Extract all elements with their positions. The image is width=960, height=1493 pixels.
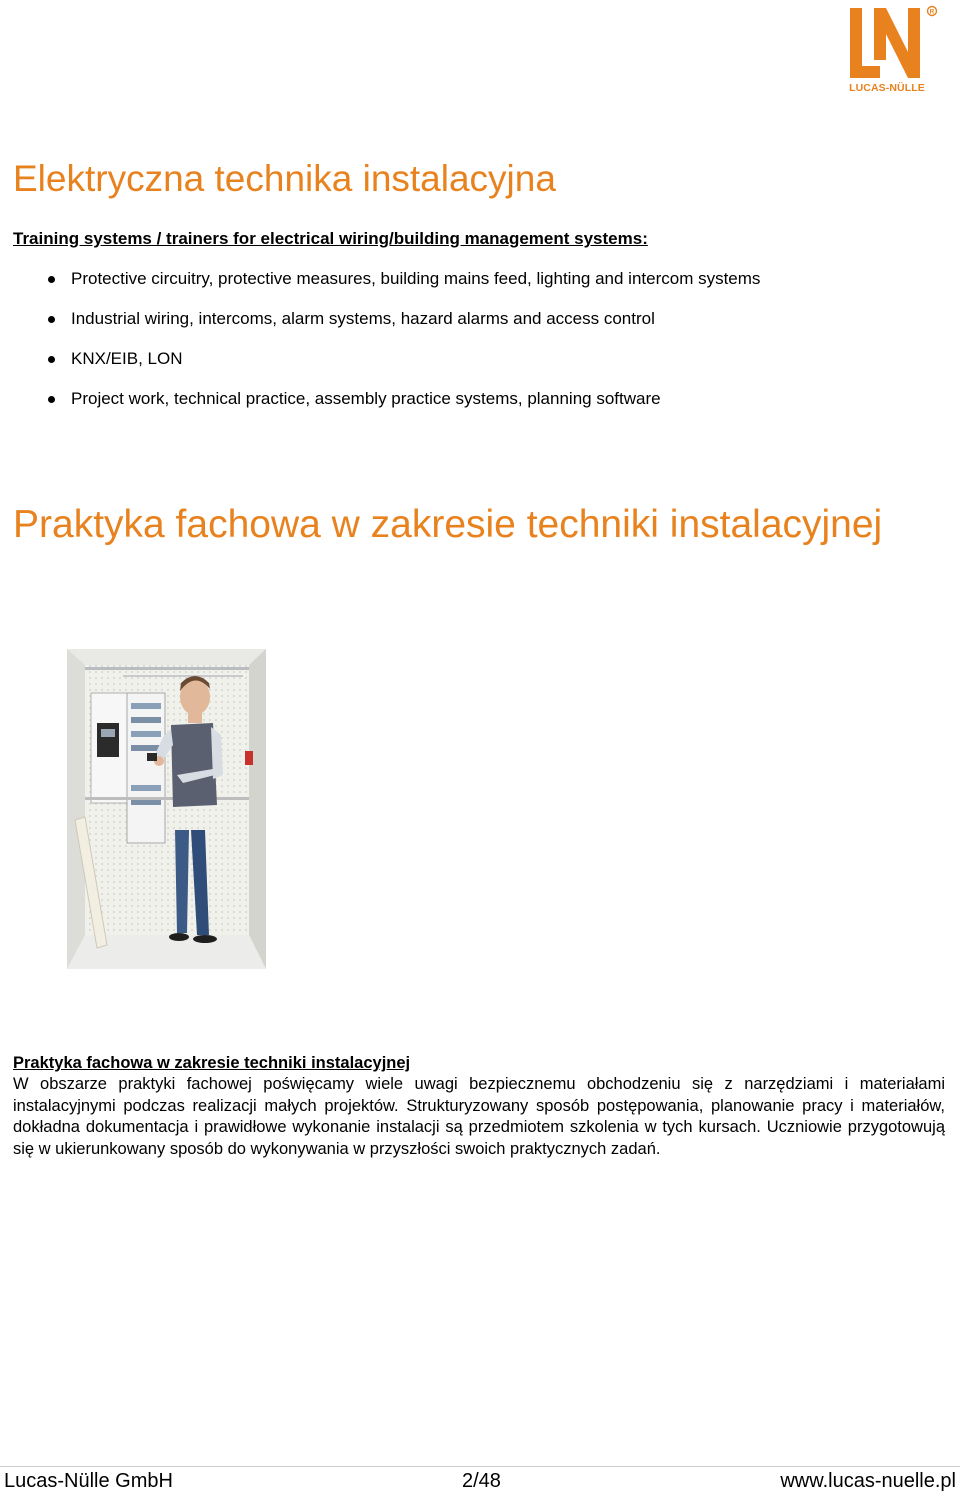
page-title: Elektryczna technika instalacyjna (13, 158, 556, 199)
list-item-text: Protective circuitry, protective measures, building mains feed, lighting and intercom systems (71, 269, 761, 288)
bullet-icon (48, 276, 55, 283)
list-item-text: Project work, technical practice, assembly practice systems, planning software (71, 389, 661, 408)
description-title: Praktyka fachowa w zakresie techniki instalacyjnej (13, 1054, 411, 1072)
bullet-icon (48, 356, 55, 363)
logo-wordmark: LUCAS-NÜLLE (849, 82, 925, 94)
installation-booth-illustration-icon (63, 645, 269, 973)
svg-text:R: R (929, 8, 935, 16)
bullet-icon (48, 396, 55, 403)
list-item (0, 386, 760, 426)
list-item-text: Industrial wiring, intercoms, alarm systems, hazard alarms and access control (71, 309, 655, 328)
feature-list (0, 266, 760, 426)
section-heading: Praktyka fachowa w zakresie techniki instalacyjnej (13, 503, 883, 546)
list-item-text: KNX/EIB, LON (71, 349, 183, 368)
lucas-nuelle-logo (846, 4, 940, 96)
ln-logo-mark-icon (846, 4, 940, 84)
footer-page-number: 2/48 (462, 1470, 501, 1492)
footer-divider (0, 1466, 960, 1467)
description-text: W obszarze praktyki fachowej poświęcamy wiele uwagi bezpiecznemu obchodzeniu się z narzędziami i materiałami instalacyjnymi podczas realizacji małych projektów. Strukturyzowany sposób postępowania, planowanie pracy i materiałów, dokładna dokumentacja i prawidłowe wykonanie instalacji są przedmiotem szkolenia w tych kursach. Uczniowie przygotowują się w ukierunkowany sposób do wykonywania w przyszłości swoich praktycznych zadań. (13, 1075, 945, 1159)
list-item (0, 266, 760, 306)
footer-company: Lucas-Nülle GmbH (4, 1470, 173, 1492)
section-subtitle: Training systems / trainers for electrical wiring/building management systems: (13, 229, 648, 248)
product-photo (63, 645, 269, 973)
list-item (0, 346, 760, 386)
footer-url[interactable]: www.lucas-nuelle.pl (780, 1470, 956, 1492)
list-item (0, 306, 760, 346)
bullet-icon (48, 316, 55, 323)
